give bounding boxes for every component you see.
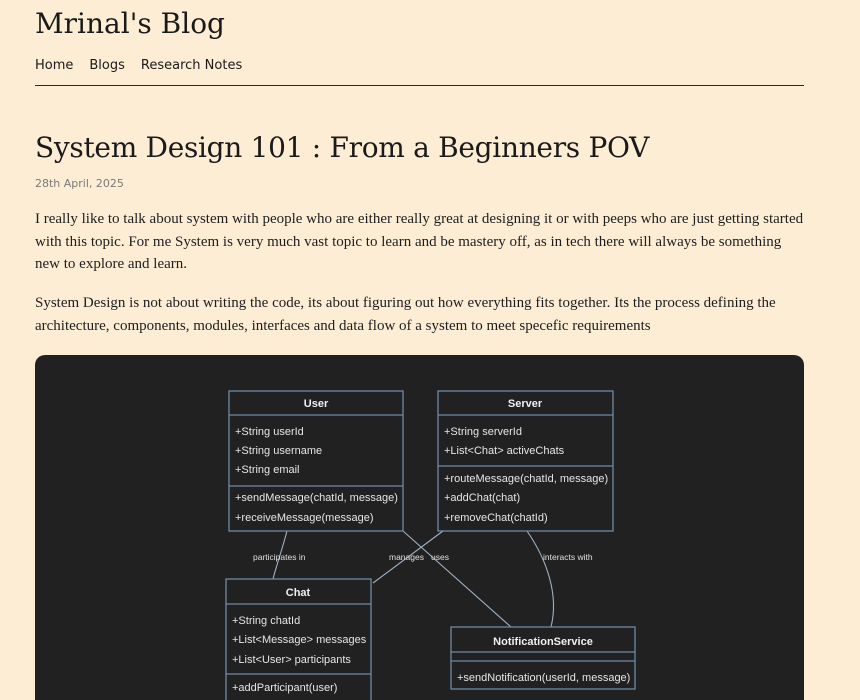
class-method: +addChat(chat)	[444, 492, 521, 504]
post-paragraph: I really like to talk about system with people who are either really great at designing it or with peeps who are just getting started with this topic. For me System is very much vast topic to learn and be mastery off, as in tech there will always be something new to explore and learn.	[35, 211, 804, 272]
relation-label-participates-in: participates in	[253, 552, 306, 562]
relation-line-user-notification	[403, 531, 511, 627]
uml-class-user	[229, 391, 403, 531]
class-method: +sendMessage(chatId, message)	[235, 492, 398, 504]
uml-class-chat	[226, 579, 371, 700]
class-name-user: User	[303, 398, 329, 410]
relation-label-manages: manages	[389, 552, 424, 562]
nav-home-link[interactable]: Home	[35, 58, 74, 73]
class-name-server: Server	[507, 398, 543, 410]
class-field: +String userId	[235, 426, 304, 438]
uml-diagram-svg	[35, 355, 804, 700]
class-method: +addParticipant(user)	[232, 682, 338, 694]
nav-divider	[35, 85, 804, 86]
main-nav	[35, 57, 242, 75]
nav-blogs-link[interactable]: Blogs	[89, 58, 125, 73]
class-field: +List<Chat> activeChats	[444, 445, 565, 457]
relation-label-interacts-with: interacts with	[543, 552, 593, 562]
class-field: +List<Message> messages	[232, 634, 367, 646]
class-method: +sendNotification(userId, message)	[457, 672, 631, 684]
uml-class-server	[438, 391, 613, 531]
class-name-notification-service: NotificationService	[493, 636, 593, 648]
site-title[interactable]: Mrinal's Blog	[35, 7, 225, 40]
class-field: +String chatId	[232, 615, 301, 627]
class-method: +removeChat(chatId)	[444, 512, 548, 524]
relation-label-uses: uses	[431, 552, 449, 562]
post-date: 28th April, 2025	[35, 177, 124, 190]
class-name-chat: Chat	[285, 587, 311, 599]
uml-class-diagram-image	[35, 355, 804, 700]
class-field: +List<User> participants	[232, 654, 351, 666]
class-method: +receiveMessage(message)	[235, 512, 374, 524]
class-field: +String serverId	[444, 426, 522, 438]
post-paragraph: System Design is not about writing the code, its about figuring out how everything fits together. Its the process defining the architecture, components, modules, interfaces and data flow of a system to meet specefic requirements	[35, 295, 776, 334]
nav-research-notes-link[interactable]: Research Notes	[140, 58, 243, 73]
class-field: +String username	[235, 445, 323, 457]
uml-class-notification-service	[451, 627, 635, 689]
post-title: System Design 101 : From a Beginners POV	[35, 131, 650, 164]
relation-line-server-notification	[527, 531, 554, 627]
class-method: +routeMessage(chatId, message)	[444, 473, 609, 485]
class-field: +String email	[235, 464, 300, 476]
